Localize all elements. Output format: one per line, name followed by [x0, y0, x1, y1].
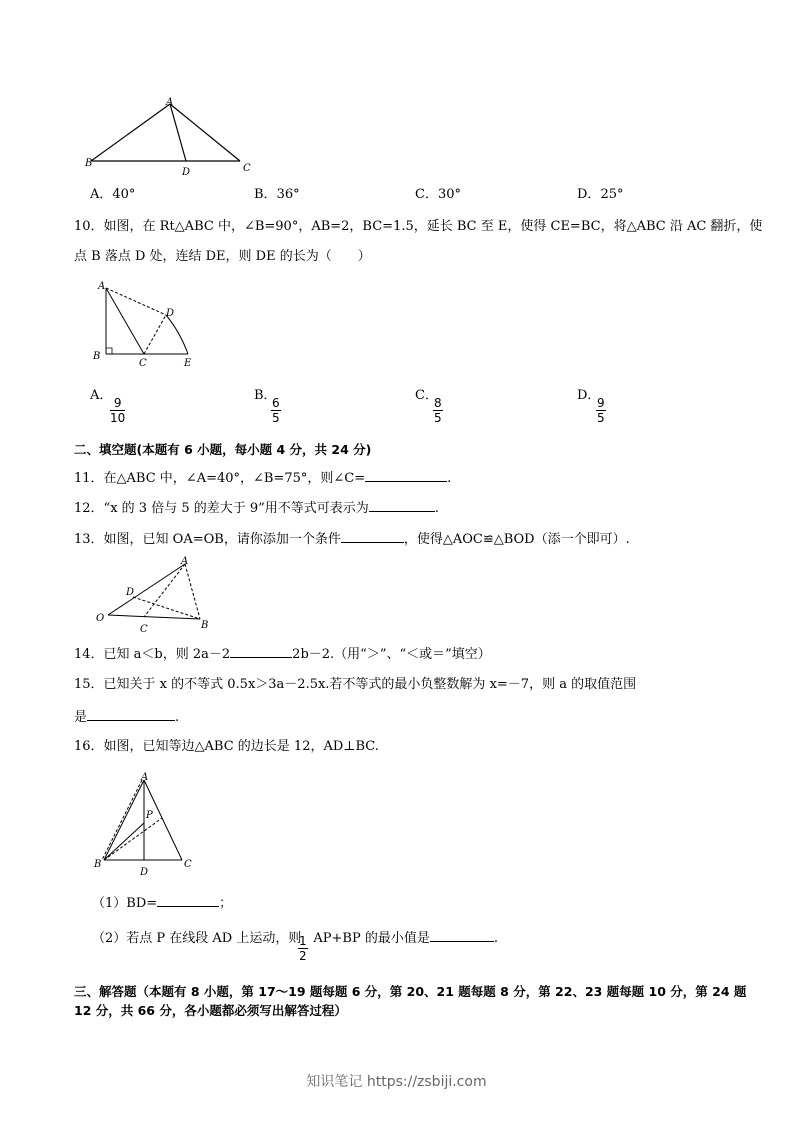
- q15-text-line2: 是 .: [74, 706, 179, 728]
- q16-label-B: B: [94, 859, 102, 870]
- q13-label-D: D: [126, 587, 135, 598]
- q15-text-line1: 15．已知关于 x 的不等式 0.5x＞3a－2.5x.若不等式的最小负整数解为 x=－7，则 a 的取值范围: [74, 677, 637, 692]
- q13-answer-blank[interactable]: [341, 528, 404, 543]
- section2-heading: 二、填空题(本题有 6 小题，每小题 4 分，共 24 分): [74, 442, 372, 457]
- q16-label-D: D: [140, 867, 149, 878]
- section3-heading-line1: 三、解答题（本题有 8 小题，第 17～19 题每题 6 分，第 20、21 题每题 8 分，第 22、23 题每题 10 分，第 24 题: [74, 984, 747, 999]
- q13-label-C: C: [140, 624, 148, 635]
- q10-option-a-letter[interactable]: A．: [90, 388, 113, 403]
- q9-option-b[interactable]: B．36°: [254, 187, 300, 202]
- q14-text: 14．已知 a＜b，则 2a－2 2b－2.（用“＞”、“＜或＝”填空）: [74, 643, 491, 665]
- q16-part1-answer-blank[interactable]: [157, 892, 219, 907]
- q15-answer-blank[interactable]: [87, 706, 175, 721]
- footer-watermark: 知识笔记 https://zsbiji.com: [306, 1074, 487, 1090]
- q10-label-C: C: [139, 358, 147, 369]
- q10-option-d-fraction[interactable]: $\frac{9}{5}$: [597, 396, 605, 425]
- q10-label-A: A: [98, 281, 106, 292]
- q16-part2-fraction: $\frac{1}{2}$: [299, 934, 307, 963]
- q16-part1: （1）BD= ；: [92, 892, 232, 914]
- q16-text-line1: 16．如图，已知等边△ABC 的边长是 12，AD⊥BC.: [74, 739, 379, 754]
- q10-option-c-fraction[interactable]: $\frac{8}{5}$: [434, 396, 442, 425]
- q9-option-c[interactable]: C．30°: [415, 187, 461, 202]
- q9-triangle-figure: [85, 95, 260, 180]
- q11-text: 11．在△ABC 中，∠A=40°，∠B=75°，则∠C= .: [74, 467, 451, 489]
- q12-text: 12．“x 的 3 倍与 5 的差大于 9”用不等式可表示为 .: [74, 497, 439, 519]
- q9-label-D: D: [182, 167, 191, 178]
- q13-label-A: A: [181, 556, 189, 567]
- q12-answer-blank[interactable]: [369, 497, 435, 512]
- q10-label-E: E: [184, 358, 192, 369]
- q10-option-a-fraction[interactable]: $\frac{9}{10}$: [110, 396, 126, 425]
- q9-label-B: B: [85, 158, 93, 169]
- q16-label-A: A: [141, 772, 149, 783]
- q10-text-line1: 10．如图，在 Rt△ABC 中，∠B=90°，AB=2，BC=1.5，延长 BC 至 E，使得 CE=BC，将△ABC 沿 AC 翻折，使: [74, 219, 763, 234]
- q16-label-P: P: [146, 810, 153, 821]
- q13-triangles-figure: [92, 555, 222, 635]
- q10-option-d-letter[interactable]: D．: [577, 388, 601, 403]
- q9-option-a[interactable]: A．40°: [90, 187, 136, 202]
- q9-label-A: A: [166, 97, 174, 108]
- q16-equilateral-figure: [92, 772, 202, 882]
- q16-part2-answer-blank[interactable]: [430, 927, 494, 942]
- q16-part2: （2）若点 P 在线段 AD 上运动，则 AP+BP 的最小值是 .: [92, 927, 498, 949]
- q10-option-c-letter[interactable]: C．: [415, 388, 438, 403]
- q10-label-D: D: [166, 308, 175, 319]
- q10-fold-figure: [92, 280, 202, 370]
- q10-option-b-fraction[interactable]: $\frac{6}{5}$: [272, 396, 280, 425]
- q9-option-d[interactable]: D．25°: [577, 187, 624, 202]
- q11-answer-blank[interactable]: [365, 467, 447, 482]
- q14-answer-blank[interactable]: [230, 643, 292, 658]
- q10-option-b-letter[interactable]: B．: [254, 388, 277, 403]
- q10-text-line2: 点 B 落点 D 处，连结 DE，则 DE 的长为（ ）: [74, 249, 371, 264]
- q13-text: 13．如图，已知 OA=OB，请你添加一个条件 ，使得△AOC≌△BOD（添一个即可）.: [74, 528, 630, 550]
- q13-label-O: O: [96, 613, 105, 624]
- section3-heading-line2: 12 分，共 66 分，各小题都必须写出解答过程）: [74, 1003, 347, 1018]
- q9-label-C: C: [243, 163, 251, 174]
- q13-label-B: B: [201, 620, 209, 631]
- q16-label-C: C: [184, 859, 192, 870]
- q10-label-B: B: [93, 351, 101, 362]
